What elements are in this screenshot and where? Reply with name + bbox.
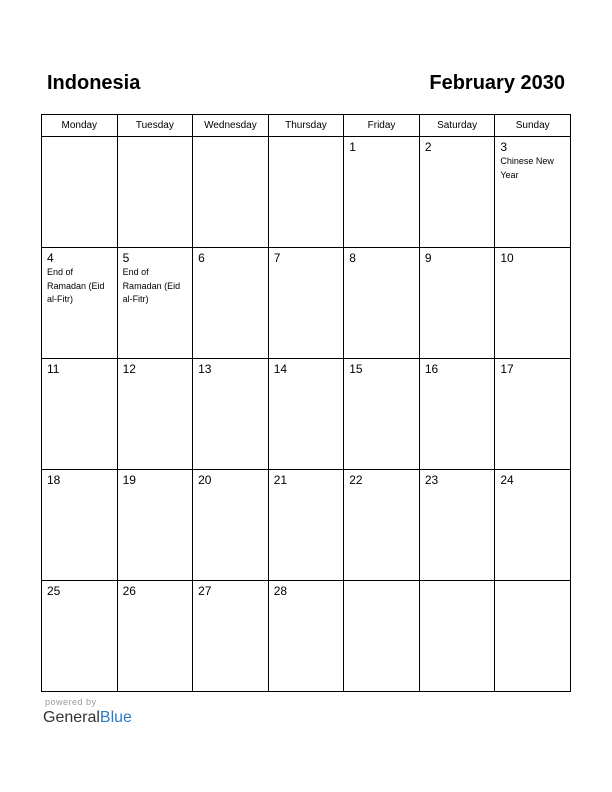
day-cell (268, 470, 344, 581)
generalblue-logo[interactable] (43, 708, 132, 728)
day-cell (495, 470, 571, 581)
day-cell (193, 470, 269, 581)
weekday-header: Wednesday (193, 115, 269, 137)
week-row (42, 470, 571, 581)
day-cell (117, 470, 193, 581)
footer-branding (43, 697, 132, 728)
day-number: 2 (424, 140, 432, 154)
day-cell (344, 248, 420, 359)
week-row (42, 137, 571, 248)
day-cell (42, 248, 118, 359)
brand-name-general: General (43, 709, 100, 726)
day-cell (419, 137, 495, 248)
day-number: 22 (349, 473, 363, 487)
day-cell (117, 581, 193, 692)
day-cell (193, 248, 269, 359)
brand-name-blue: Blue (99, 709, 132, 726)
day-cell (419, 248, 495, 359)
day-cell (495, 137, 571, 248)
day-number: 15 (349, 362, 363, 376)
day-number: 19 (122, 473, 136, 487)
day-number: 7 (273, 251, 281, 265)
day-cell (268, 137, 344, 248)
day-cell (42, 137, 118, 248)
powered-by-text: powered by (45, 697, 97, 707)
day-number: 12 (122, 362, 136, 376)
week-row (42, 359, 571, 470)
day-number: 26 (122, 584, 136, 598)
day-number: 6 (198, 251, 205, 265)
day-number: 23 (424, 473, 439, 487)
holiday-label: End of Ramadan (Eid al-Fitr) (47, 267, 105, 304)
day-cell (419, 359, 495, 470)
holiday-label: End of Ramadan (Eid al-Fitr) (122, 267, 181, 304)
day-number: 21 (273, 473, 288, 487)
day-number: 27 (198, 584, 212, 598)
day-number: 1 (349, 140, 356, 154)
week-row (42, 581, 571, 692)
day-number: 24 (500, 473, 514, 487)
day-number: 13 (198, 362, 212, 376)
weekday-header: Monday (42, 115, 118, 137)
day-cell (344, 581, 420, 692)
country-title: Indonesia (47, 72, 141, 94)
day-cell (268, 248, 344, 359)
day-number: 18 (47, 473, 61, 487)
day-cell (419, 470, 495, 581)
day-cell (117, 137, 193, 248)
day-number: 5 (122, 251, 130, 265)
day-number: 3 (500, 140, 508, 154)
day-number: 14 (273, 362, 288, 376)
day-cell (268, 581, 344, 692)
day-number: 8 (349, 251, 356, 265)
day-cell (344, 470, 420, 581)
day-cell (193, 581, 269, 692)
day-cell (344, 359, 420, 470)
day-cell (117, 359, 193, 470)
day-cell (344, 137, 420, 248)
day-number: 20 (198, 473, 212, 487)
weekday-header: Friday (344, 115, 420, 137)
weekday-header-row (42, 115, 571, 137)
day-number: 25 (47, 584, 61, 598)
day-number: 11 (47, 362, 60, 376)
week-row (42, 248, 571, 359)
weekday-header: Sunday (495, 115, 571, 137)
day-cell (117, 248, 193, 359)
day-cell (42, 359, 118, 470)
day-cell (42, 470, 118, 581)
day-cell (268, 359, 344, 470)
holiday-label: Chinese New Year (500, 156, 554, 180)
weekday-header: Saturday (419, 115, 495, 137)
day-cell (419, 581, 495, 692)
day-number: 4 (47, 251, 54, 265)
weekday-header: Thursday (268, 115, 344, 137)
day-cell (193, 137, 269, 248)
day-number: 10 (500, 251, 514, 265)
month-year-title: February 2030 (429, 72, 565, 94)
day-cell (42, 581, 118, 692)
calendar-grid (41, 114, 571, 692)
day-cell (495, 359, 571, 470)
day-number: 17 (500, 362, 514, 376)
day-cell (495, 248, 571, 359)
day-cell (495, 581, 571, 692)
day-number: 9 (424, 251, 432, 265)
day-number: 16 (424, 362, 439, 376)
day-cell (193, 359, 269, 470)
weekday-header: Tuesday (117, 115, 193, 137)
day-number: 28 (273, 584, 288, 598)
